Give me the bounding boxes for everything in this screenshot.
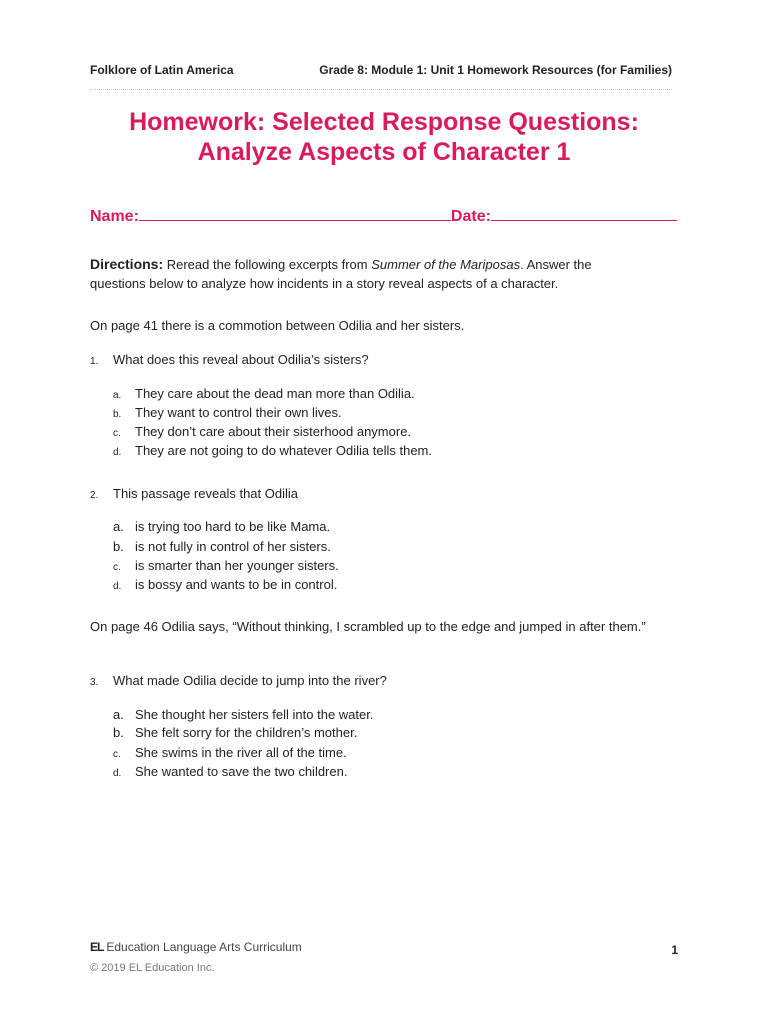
answer-option[interactable] (113, 705, 373, 724)
name-field[interactable] (139, 206, 451, 221)
option-letter: a. (113, 519, 124, 534)
answer-option[interactable] (113, 403, 342, 424)
option-text: She felt sorry for the children’s mother. (135, 725, 358, 740)
question-text: This passage reveals that Odilia (113, 486, 298, 501)
option-letter: a. (113, 707, 124, 722)
passage-intro-1: On page 41 there is a commotion between Odilia and her sisters. (90, 318, 465, 333)
footer-brand (90, 940, 302, 954)
header-divider (90, 89, 672, 90)
option-letter: b. (113, 409, 122, 420)
question-number: 1. (90, 356, 99, 367)
option-letter: b. (113, 725, 124, 740)
option-text: They want to control their own lives. (135, 405, 342, 420)
option-text: is bossy and wants to be in control. (135, 577, 338, 592)
option-letter: d. (113, 581, 122, 592)
directions-paragraph (90, 255, 650, 293)
option-letter: c. (113, 749, 121, 760)
question-2 (90, 484, 298, 505)
option-letter: a. (113, 390, 122, 401)
option-text: is not fully in control of her sisters. (135, 539, 331, 554)
answer-option[interactable] (113, 556, 339, 577)
date-field[interactable] (491, 206, 677, 221)
directions-text-before: Reread the following excerpts from (163, 257, 372, 272)
book-title: Summer of the Mariposas (371, 257, 521, 272)
question-text: What made Odilia decide to jump into the river? (113, 673, 387, 688)
brand-name: Education Language Arts Curriculum (106, 940, 302, 954)
option-text: She swims in the river all of the time. (135, 745, 347, 760)
option-letter: d. (113, 768, 122, 779)
option-text: She wanted to save the two children. (135, 764, 348, 779)
option-letter: b. (113, 539, 124, 554)
copyright-text: © 2019 EL Education Inc. (90, 962, 215, 974)
page-title-line2: Analyze Aspects of Character 1 (197, 138, 571, 166)
header-module-info: Grade 8: Module 1: Unit 1 Homework Resources (for Families) (319, 63, 672, 77)
directions-label: Directions: (90, 256, 164, 272)
option-letter: c. (113, 428, 121, 439)
question-3 (90, 671, 387, 692)
option-text: They are not going to do whatever Odilia tells them. (135, 443, 432, 458)
answer-option[interactable] (113, 422, 411, 443)
option-text: They care about the dead man more than Odilia. (135, 386, 415, 401)
answer-option[interactable] (113, 441, 432, 462)
option-letter: c. (113, 562, 121, 573)
option-text: She thought her sisters fell into the water. (135, 707, 374, 722)
answer-option[interactable] (113, 723, 357, 742)
option-text: They don’t care about their sisterhood anymore. (135, 424, 412, 439)
question-1 (90, 350, 369, 371)
answer-option[interactable] (113, 384, 415, 405)
page-number: 1 (671, 943, 678, 957)
answer-option[interactable] (113, 537, 331, 556)
name-label: Name: (90, 208, 139, 225)
question-text: What does this reveal about Odilia’s sisters? (113, 352, 369, 367)
answer-option[interactable] (113, 743, 347, 764)
option-text: is smarter than her younger sisters. (135, 558, 339, 573)
option-text: is trying too hard to be like Mama. (135, 519, 331, 534)
header-course-title: Folklore of Latin America (90, 63, 234, 77)
question-number: 3. (90, 677, 99, 688)
question-number: 2. (90, 490, 99, 501)
name-date-row (90, 206, 677, 226)
option-letter: d. (113, 447, 122, 458)
answer-option[interactable] (113, 575, 337, 596)
el-logo-icon: EL (90, 940, 104, 954)
page-title-line1: Homework: Selected Response Questions: (129, 108, 639, 136)
answer-option[interactable] (113, 762, 347, 783)
date-label: Date: (450, 208, 491, 225)
passage-intro-2: On page 46 Odilia says, “Without thinking, I scrambled up to the edge and jumped in after them.” (90, 619, 646, 634)
directions-text-after: . Answer the questions below to analyze how incidents in a story reveal aspects of a character. (90, 257, 592, 291)
answer-option[interactable] (113, 517, 330, 536)
